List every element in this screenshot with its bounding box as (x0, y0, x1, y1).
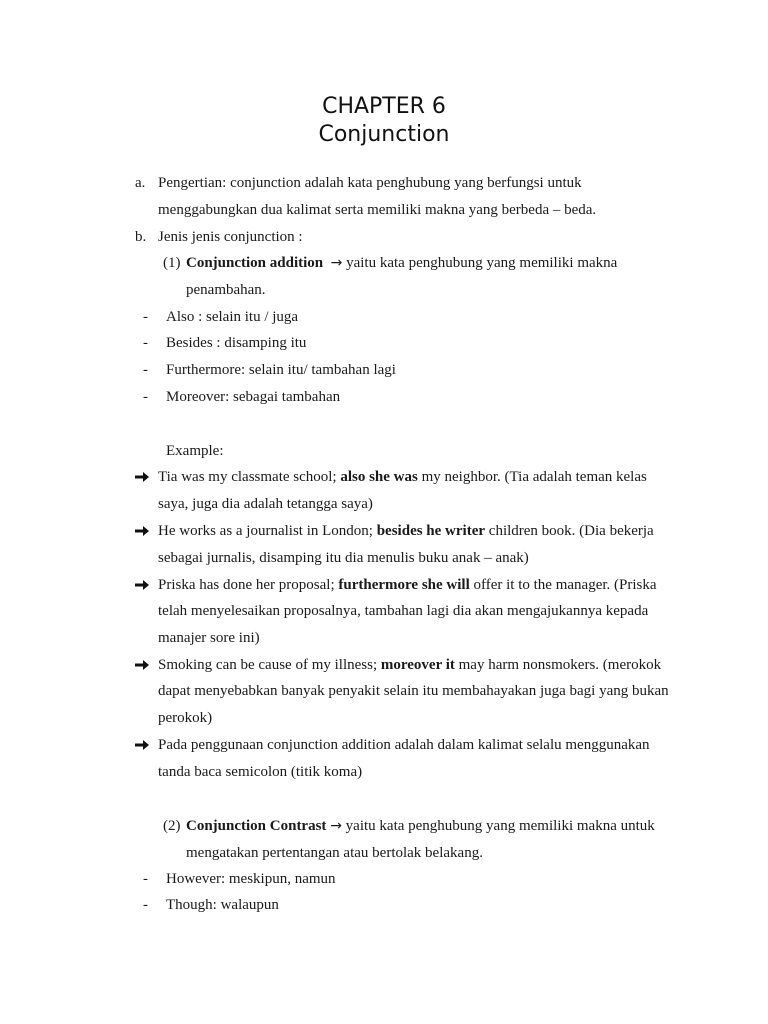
contrast-number: (2) (163, 818, 181, 834)
list-dash: - (143, 362, 148, 378)
arrow-bullet-icon (134, 655, 150, 675)
list-item-furthermore: Furthermore: selain itu/ tambahan lagi (166, 362, 396, 378)
addition-title: Conjunction addition (186, 255, 324, 271)
example-label: Example: (166, 443, 224, 459)
addition-desc-2: penambahan. (186, 282, 266, 298)
chapter-title: Conjunction (318, 122, 450, 147)
list-item-besides: Besides : disamping itu (166, 335, 307, 351)
contrast-desc-1: yaitu kata penghubung yang memiliki makna untuk (345, 818, 655, 834)
example-3-line-1: Priska has done her proposal; furthermore she will offer it to the manager. (Priska (158, 577, 657, 593)
list-item-though: Though: walaupun (166, 897, 279, 913)
contrast-desc-2: mengatakan pertentangan atau bertolak belakang. (186, 845, 483, 861)
example-4-line-1: Smoking can be cause of my illness; moreover it may harm nonsmokers. (merokok (158, 657, 662, 673)
list-dash: - (143, 309, 148, 325)
addition-number: (1) (163, 255, 181, 271)
list-item-however: However: meskipun, namun (166, 871, 336, 887)
section-a-line-1: Pengertian: conjunction adalah kata penghubung yang berfungsi untuk (158, 175, 582, 191)
example-1-line-2: saya, juga dia adalah tetangga saya) (158, 496, 373, 512)
example-4-line-3: perokok) (158, 710, 213, 726)
usage-note-line-2: tanda baca semicolon (titik koma) (158, 764, 363, 780)
example-4-line-2: dapat menyebabkan banyak penyakit selain itu membahayakan juga bagi yang bukan (158, 683, 669, 699)
list-item-also: Also : selain itu / juga (166, 309, 299, 325)
example-3-line-2: telah menyelesaikan proposalnya, tambahan lagi dia akan mengajukannya kepada (158, 603, 649, 619)
list-dash: - (143, 897, 148, 913)
list-item-moreover: Moreover: sebagai tambahan (166, 389, 341, 405)
example-2-line-1: He works as a journalist in London; besides he writer children book. (Dia bekerja (158, 523, 654, 539)
right-arrow-icon: → (330, 818, 342, 834)
arrow-bullet-icon (134, 735, 150, 755)
list-dash: - (143, 389, 148, 405)
usage-note-line-1: Pada penggunaan conjunction addition adalah dalam kalimat selalu menggunakan (158, 737, 650, 753)
addition-heading (186, 253, 617, 273)
chapter-number: CHAPTER 6 (322, 94, 446, 119)
contrast-heading (186, 816, 655, 836)
contrast-title: Conjunction Contrast (186, 818, 327, 834)
example-2-line-2: sebagai jurnalis, disamping itu dia menulis buku anak – anak) (158, 550, 529, 566)
section-a-line-2: menggabungkan dua kalimat serta memiliki makna yang berbeda – beda. (158, 202, 597, 218)
section-a-marker: a. (135, 175, 146, 191)
list-dash: - (143, 871, 148, 887)
list-dash: - (143, 335, 148, 351)
arrow-bullet-icon (134, 467, 150, 487)
section-b-marker: b. (135, 229, 147, 245)
example-3-line-3: manajer sore ini) (158, 630, 260, 646)
arrow-bullet-icon (134, 575, 150, 595)
section-b-text: Jenis jenis conjunction : (158, 229, 303, 245)
addition-desc-1: yaitu kata penghubung yang memiliki makna (346, 255, 618, 271)
example-1-line-1: Tia was my classmate school; also she was my neighbor. (Tia adalah teman kelas (158, 469, 647, 485)
right-arrow-icon: → (330, 255, 343, 271)
arrow-bullet-icon (134, 521, 150, 541)
